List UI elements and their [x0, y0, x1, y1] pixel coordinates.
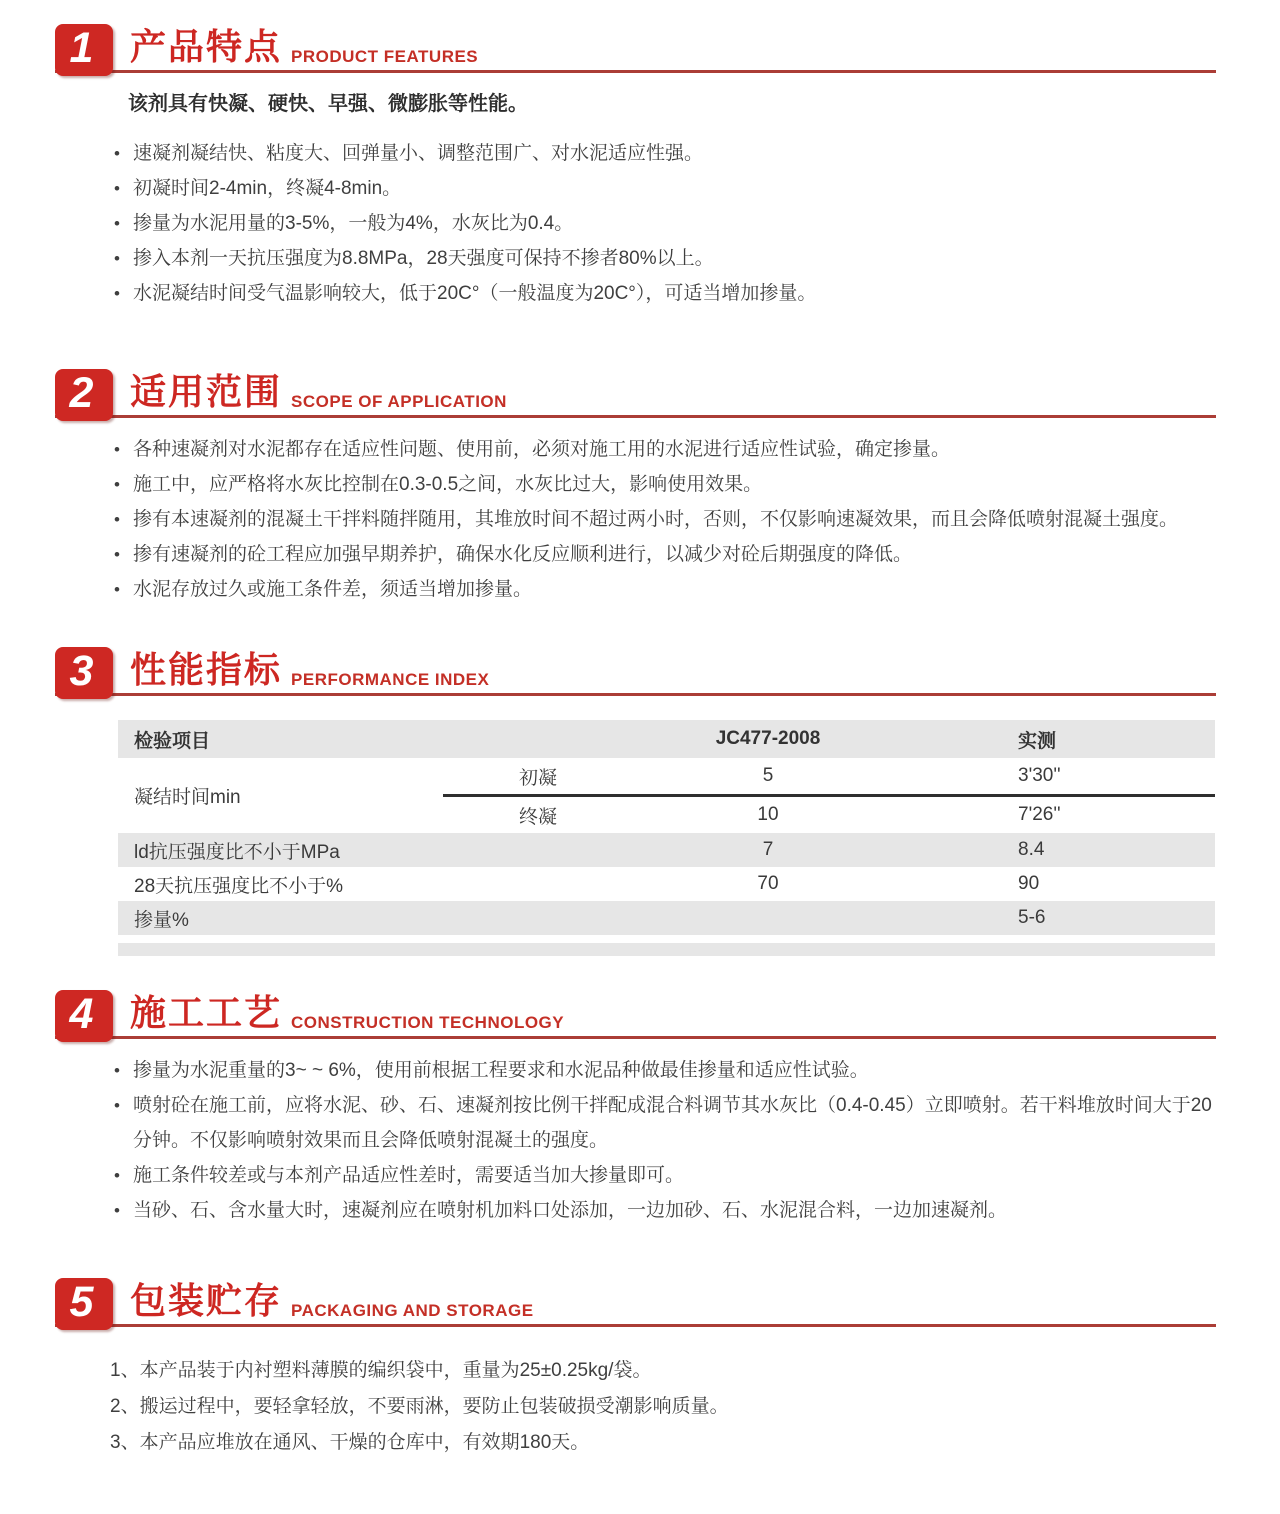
section-number-badge: 1 [55, 24, 113, 76]
table-header-row [118, 720, 1215, 758]
table-cell: 70 [757, 873, 779, 894]
table-cell: 初凝 [518, 767, 557, 789]
list-item: • 掺入本剂一天抗压强度为8.8MPa，28天强度可保持不掺者80%以上。 [112, 241, 1220, 276]
section-construction-technology [0, 990, 1280, 1228]
table-cell: 8.4 [1018, 839, 1045, 860]
table-row [118, 867, 1215, 901]
list-item: • 掺量为水泥重量的3~ ~ 6%，使用前根据工程要求和水泥品种做最佳掺量和适应性试验。 [112, 1053, 1220, 1088]
features-intro: 该剂具有快凝、硬快、早强、微膨胀等性能。 [128, 93, 528, 115]
list-item: • 掺有速凝剂的砼工程应加强早期养护，确保水化反应顺利进行，以减少对砼后期强度的降低。 [112, 537, 1220, 572]
section-title-cn: 包装贮存 [130, 1280, 283, 1321]
section-number-badge: 4 [55, 990, 113, 1042]
list-item: • 掺有本速凝剂的混凝土干拌料随拌随用，其堆放时间不超过两小时，否则，不仅影响速凝效果，而且会降低喷射混凝土强度。 [112, 502, 1220, 537]
table-header-cell: 检验项目 [134, 730, 211, 752]
table-row [458, 797, 1215, 833]
table-cell: 3'30'' [1018, 765, 1061, 786]
list-item: • 施工条件较差或与本剂产品适应性差时，需要适当加大掺量即可。 [112, 1158, 1220, 1193]
table-cell: 掺量% [134, 909, 189, 931]
section-product-features [0, 24, 1280, 311]
section-number-badge: 3 [55, 647, 113, 699]
features-list [112, 136, 1220, 311]
list-item: 1、本产品装于内衬塑料薄膜的编织袋中，重量为25±0.25kg/袋。 [110, 1360, 652, 1381]
table-cell: ld抗压强度比不小于MPa [134, 841, 340, 863]
table-header-cell: JC477-2008 [715, 728, 821, 749]
table-row [458, 758, 1215, 794]
table-footer-strip [118, 943, 1215, 956]
section-4-header [55, 990, 1216, 1039]
list-item: • 初凝时间2-4min，终凝4-8min。 [112, 171, 1220, 206]
section-title-cn: 适用范围 [130, 371, 283, 412]
table-cell: 10 [757, 804, 779, 825]
list-item: • 施工中，应严格将水灰比控制在0.3-0.5之间，水灰比过大，影响使用效果。 [112, 467, 1220, 502]
section-packaging-storage [0, 1278, 1280, 1461]
list-item: • 掺量为水泥用量的3-5%，一般为4%，水灰比为0.4。 [112, 206, 1220, 241]
scope-list [112, 432, 1220, 607]
section-number-badge: 2 [55, 369, 113, 421]
section-number-badge: 5 [55, 1278, 113, 1330]
performance-table [118, 720, 1215, 956]
section-scope-of-application [0, 369, 1280, 607]
table-cell: 7'26'' [1018, 804, 1061, 825]
table-cell: 28天抗压强度比不小于% [134, 875, 344, 897]
section-2-header [55, 369, 1216, 418]
section-title-en: PERFORMANCE INDEX [291, 669, 490, 689]
section-title-en: SCOPE OF APPLICATION [291, 391, 507, 411]
table-row [118, 833, 1215, 867]
list-item: • 当砂、石、含水量大时，速凝剂应在喷射机加料口处添加，一边加砂、石、水泥混合料，一边加速凝剂。 [112, 1193, 1220, 1228]
table-cell: 5 [762, 765, 774, 786]
setting-time-row-group [118, 758, 1215, 833]
list-item: • 喷射砼在施工前，应将水泥、砂、石、速凝剂按比例干拌配成混合料调节其水灰比（0.4-0.45）立即喷射。若干料堆放时间大于20分钟。不仅影响喷射效果而且会降低喷射混凝土的强度。 [112, 1088, 1220, 1158]
table-header-cell: 实测 [1018, 730, 1057, 752]
table-cell: 凝结时间min [134, 787, 241, 808]
section-performance-index [0, 647, 1280, 956]
section-title-en: PRODUCT FEATURES [291, 46, 479, 66]
table-cell: 90 [1018, 873, 1040, 894]
table-cell: 7 [762, 839, 774, 860]
list-item: • 水泥存放过久或施工条件差，须适当增加掺量。 [112, 572, 1220, 607]
packaging-list [110, 1353, 1220, 1461]
list-item: • 水泥凝结时间受气温影响较大，低于20C°（一般温度为20C°），可适当增加掺量。 [112, 276, 1220, 311]
section-3-header [55, 647, 1216, 696]
section-title-en: CONSTRUCTION TECHNOLOGY [291, 1012, 565, 1032]
section-title-cn: 施工工艺 [130, 992, 283, 1033]
table-cell: 终凝 [518, 806, 557, 828]
section-title-en: PACKAGING AND STORAGE [291, 1300, 534, 1320]
section-title-cn: 产品特点 [130, 26, 283, 67]
section-title-cn: 性能指标 [130, 649, 283, 690]
list-item: • 各种速凝剂对水泥都存在适应性问题、使用前，必须对施工用的水泥进行适应性试验，确定掺量。 [112, 432, 1220, 467]
table-row [118, 901, 1215, 935]
list-item: • 速凝剂凝结快、粘度大、回弹量小、调整范围广、对水泥适应性强。 [112, 136, 1220, 171]
section-5-header [55, 1278, 1216, 1327]
table-cell: 5-6 [1018, 907, 1046, 928]
list-item: 3、本产品应堆放在通风、干燥的仓库中，有效期180天。 [110, 1432, 590, 1453]
list-item: 2、搬运过程中，要轻拿轻放，不要雨淋，要防止包装破损受潮影响质量。 [110, 1396, 729, 1417]
section-1-header [55, 24, 1216, 73]
construction-list [112, 1053, 1220, 1228]
